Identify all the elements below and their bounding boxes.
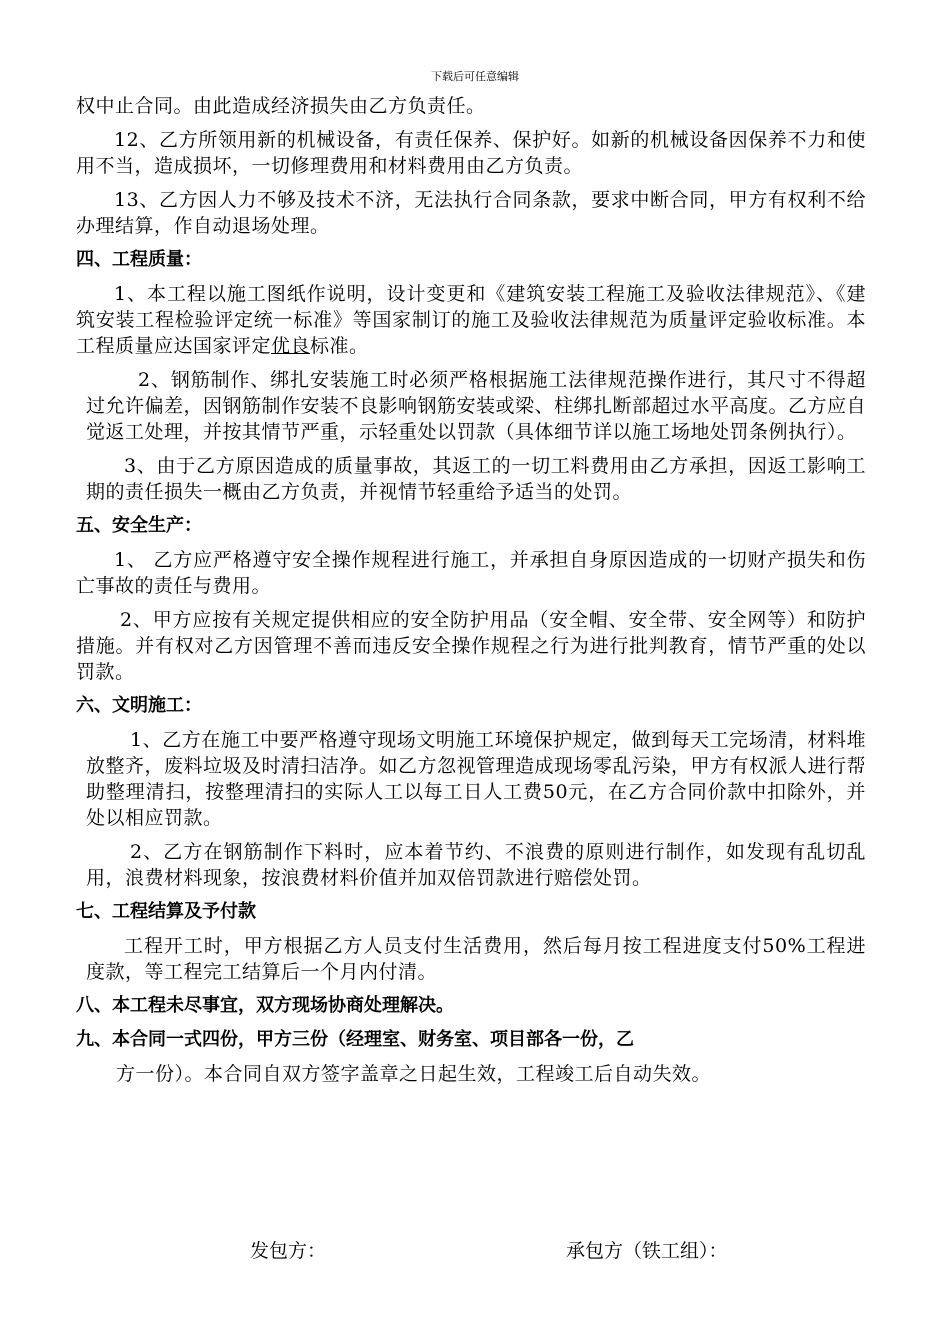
clause-12: 12、乙方所领用新的机械设备，有责任保养、保护好。如新的机械设备因保养不力和使用不当，造成损坏，一切修理费用和材料费用由乙方负责。 [76,129,866,177]
section-heading-payment: 七、工程结算及予付款 [76,901,256,922]
section-heading-safety: 五、安全生产： [76,515,202,536]
quality-clause-1-end: 标准。 [310,335,369,357]
civilized-clause-2: 2、乙方在钢筋制作下料时，应本着节约、不浪费的原则进行制作，如发现有乱切乱用，浪费材料现象，按浪费材料价值并加双倍罚款进行赔偿处罚。 [86,841,866,889]
quality-clause-3: 3、由于乙方原因造成的质量事故，其返工的一切工料费用由乙方承担，因返工影响工期的责任损失一概由乙方负责，并视情节轻重给予适当的处罚。 [86,455,866,503]
signature-party-a: 发包方： [250,1240,327,1262]
safety-clause-2: 2、甲方应按有关规定提供相应的安全防护用品（安全帽、安全带、安全网等）和防护措施。并有权对乙方因管理不善而违反安全操作规程之行为进行批判教育，情节严重的处以罚款。 [76,609,866,683]
quality-clause-1 [76,281,866,359]
section-heading-civilized: 六、文明施工： [76,695,202,716]
payment-clause: 工程开工时，甲方根据乙方人员支付生活费用，然后每月按工程进度支付50%工程进度款，等工程完工结算后一个月内付清。 [86,935,866,983]
section-heading-quality: 四、工程质量： [76,249,202,270]
quality-clause-2: 2、钢筋制作、绑扎安装施工时必须严格根据施工法律规范操作进行，其尺寸不得超过允许偏差，因钢筋制作安装不良影响钢筋安装或梁、柱绑扎断部超过水平高度。乙方应自觉返工处理，并按其情节严重，示轻重处以罚款（具体细节详以施工场地处罚条例执行）。 [86,369,867,443]
copies-clause-continuation: 方一份）。本合同自双方签字盖章之日起生效，工程竣工后自动失效。 [116,1063,712,1085]
signature-party-b: 承包方（铁工组）： [566,1240,728,1262]
safety-clause-1: 1、 乙方应严格遵守安全操作规程进行施工，并承担自身原因造成的一切财产损失和伤亡事故的责任与费用。 [76,549,866,597]
quality-grade-underlined: 优良 [271,335,311,357]
paragraph-continuation: 权中止合同。由此造成经济损失由乙方负责任。 [76,95,486,117]
civilized-clause-1: 1、乙方在施工中要严格遵守现场文明施工环境保护规定，做到每天工完场清，材料堆放整齐，废料垃圾及时清扫洁净。如乙方忽视管理造成现场零乱污染，甲方有权派人进行帮助整理清扫，按整理清扫的实际人工以每工日人工费50元，在乙方合同价款中扣除外，并处以相应罚款。 [86,729,867,829]
document-body [76,93,866,1095]
quality-clause-1-text: 1、本工程以施工图纸作说明，设计变更和《建筑安装工程施工及验收法律规范》、《建筑安装工程检验评定统一标准》等国家制订的施工及验收法律规范为质量评定验收标准。本工程质量应达国家评定 [76,283,866,357]
page-header: 下载后可任意编辑 [431,70,519,83]
clause-13: 13、乙方因人力不够及技术不济，无法执行合同条款，要求中断合同，甲方有权利不给办理结算，作自动退场处理。 [76,189,866,237]
section-heading-copies: 九、本合同一式四份，甲方三份（经理室、财务室、项目部各一份，乙 [76,1029,634,1050]
section-heading-misc: 八、本工程未尽事宜，双方现场协商处理解决。 [76,995,454,1016]
